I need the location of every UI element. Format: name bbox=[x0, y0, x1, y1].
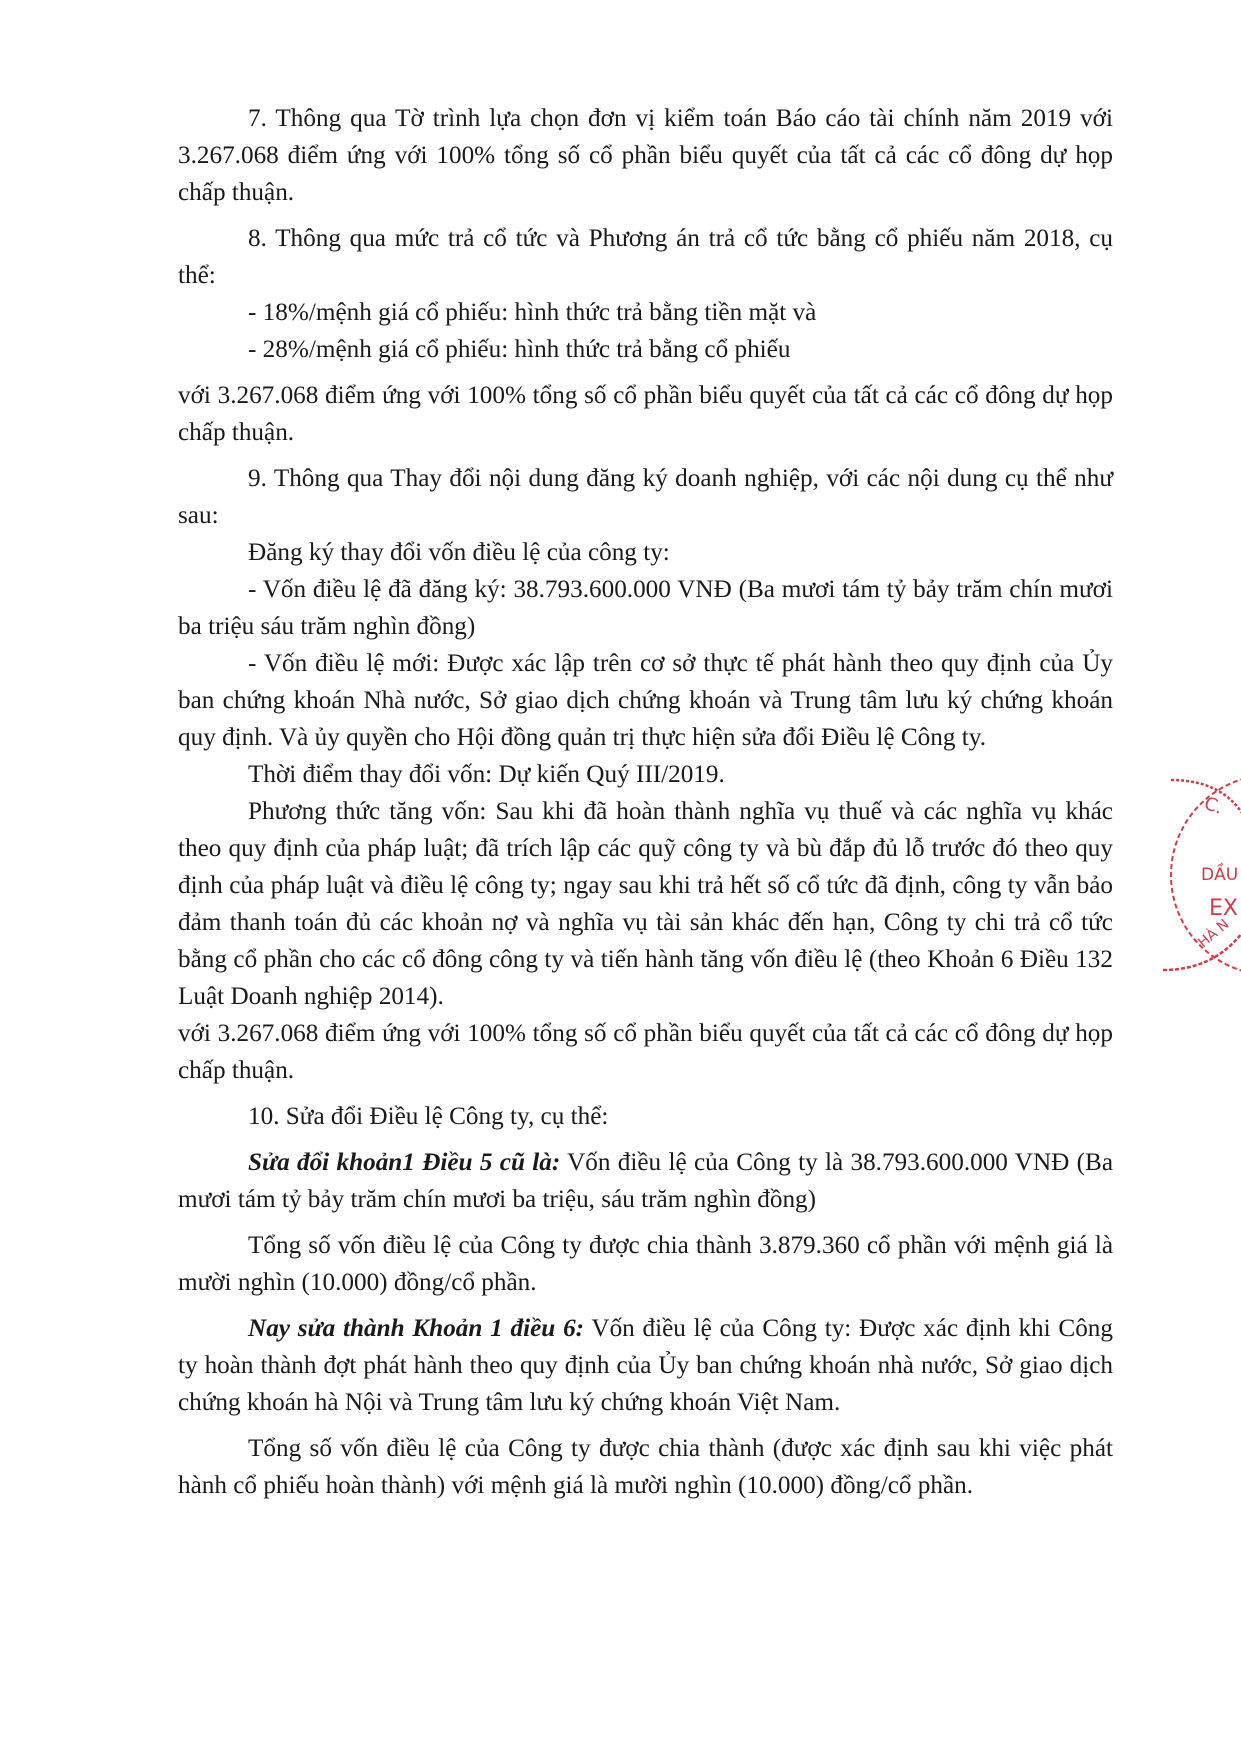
new-clause-label: Nay sửa thành Khoản 1 điều 6: bbox=[248, 1315, 585, 1342]
item-9-capital-change: Đăng ký thay đổi vốn điều lệ của công ty: bbox=[248, 539, 670, 566]
new-clause-text: Vốn điều lệ của Công ty: Được xác định khi Công ty hoàn thành đợt phát hành theo quy định của Ủy ban chứng khoán nhà nước, Sở giao dịch chứng khoán hà Nội và Trung tâm lưu ký chứng khoán Việt Nam. bbox=[178, 1315, 1113, 1416]
item-8-approval: với 3.267.068 điểm ứng với 100% tổng số cổ phần biểu quyết của tất cả các cổ đông dự họp chấp thuận. bbox=[178, 382, 1113, 446]
item-8-bullet-cash: - 18%/mệnh giá cổ phiếu: hình thức trả bằng tiền mặt và bbox=[248, 299, 817, 326]
stamp-text-mid2: EX bbox=[1209, 896, 1238, 921]
stamp-text-mid1: DẦU bbox=[1201, 865, 1239, 885]
item-9-registered-capital: - Vốn điều lệ đã đăng ký: 38.793.600.000 VNĐ (Ba mươi tám tỷ bảy trăm chín mươi ba triệu sáu trăm nghìn đồng) bbox=[178, 576, 1113, 640]
item-10-old-clause bbox=[178, 1144, 1113, 1218]
item-10-intro: 10. Sửa đổi Điều lệ Công ty, cụ thể: bbox=[248, 1103, 609, 1130]
item-9-approval: với 3.267.068 điểm ứng với 100% tổng số cổ phần biểu quyết của tất cả các cổ đông dự họp chấp thuận. bbox=[178, 1020, 1113, 1084]
item-9-method: Phương thức tăng vốn: Sau khi đã hoàn thành nghĩa vụ thuế và các nghĩa vụ khác theo quy định của pháp luật; đã trích lập các quỹ công ty và bù đắp đủ lỗ trước đó theo quy định của pháp luật và điều lệ công ty; ngay sau khi trả hết số cổ tức đã định, công ty vẫn bảo đảm thanh toán đủ các khoản nợ và nghĩa vụ tài sản khác đến hạn, Công ty chi trả cổ tức bằng cổ phần cho các cổ đông công ty và tiến hành tăng vốn điều lệ (theo Khoản 6 Điều 132 Luật Doanh nghiệp 2014). bbox=[178, 798, 1113, 1010]
item-8-bullet-shares: - 28%/mệnh giá cổ phiếu: hình thức trả bằng cổ phiếu bbox=[248, 336, 791, 363]
item-9-timing: Thời điểm thay đổi vốn: Dự kiến Quý III/2019. bbox=[248, 761, 725, 788]
old-clause-text: Vốn điều lệ của Công ty là 38.793.600.000 VNĐ (Ba mươi tám tỷ bảy trăm chín mươi ba triệu, sáu trăm nghìn đồng) bbox=[178, 1149, 1113, 1213]
stamp-seal-icon bbox=[1161, 770, 1241, 1000]
item-9-new-capital: - Vốn điều lệ mới: Được xác lập trên cơ sở thực tế phát hành theo quy định của Ủy ban chứng khoán Nhà nước, Sở giao dịch chứng khoán và Trung tâm lưu ký chứng khoán quy định. Và ủy quyền cho Hội đồng quản trị thực hiện sửa đổi Điều lệ Công ty. bbox=[178, 650, 1113, 751]
document-body bbox=[178, 100, 1113, 1504]
company-stamp bbox=[1161, 770, 1241, 1000]
stamp-text-bottom: HÀ N bbox=[1195, 916, 1233, 952]
item-10-old-total: Tổng số vốn điều lệ của Công ty được chia thành 3.879.360 cổ phần với mệnh giá là mười nghìn (10.000) đồng/cổ phần. bbox=[178, 1232, 1113, 1296]
stamp-text-top: C. bbox=[1201, 792, 1226, 819]
item-10-new-clause bbox=[178, 1310, 1113, 1421]
item-7: 7. Thông qua Tờ trình lựa chọn đơn vị kiểm toán Báo cáo tài chính năm 2019 với 3.267.068 điểm ứng với 100% tổng số cổ phần biểu quyết của tất cả các cổ đông dự họp chấp thuận. bbox=[178, 105, 1113, 206]
item-10-new-total: Tổng số vốn điều lệ của Công ty được chia thành (được xác định sau khi việc phát hành cổ phiếu hoàn thành) với mệnh giá là mười nghìn (10.000) đồng/cổ phần. bbox=[178, 1435, 1113, 1499]
old-clause-label: Sửa đổi khoản1 Điều 5 cũ là: bbox=[248, 1149, 561, 1176]
item-8-intro: 8. Thông qua mức trả cổ tức và Phương án trả cổ tức bằng cổ phiếu năm 2018, cụ thể: bbox=[178, 225, 1113, 289]
item-9-intro: 9. Thông qua Thay đổi nội dung đăng ký doanh nghiệp, với các nội dung cụ thể như sau: bbox=[178, 465, 1113, 529]
